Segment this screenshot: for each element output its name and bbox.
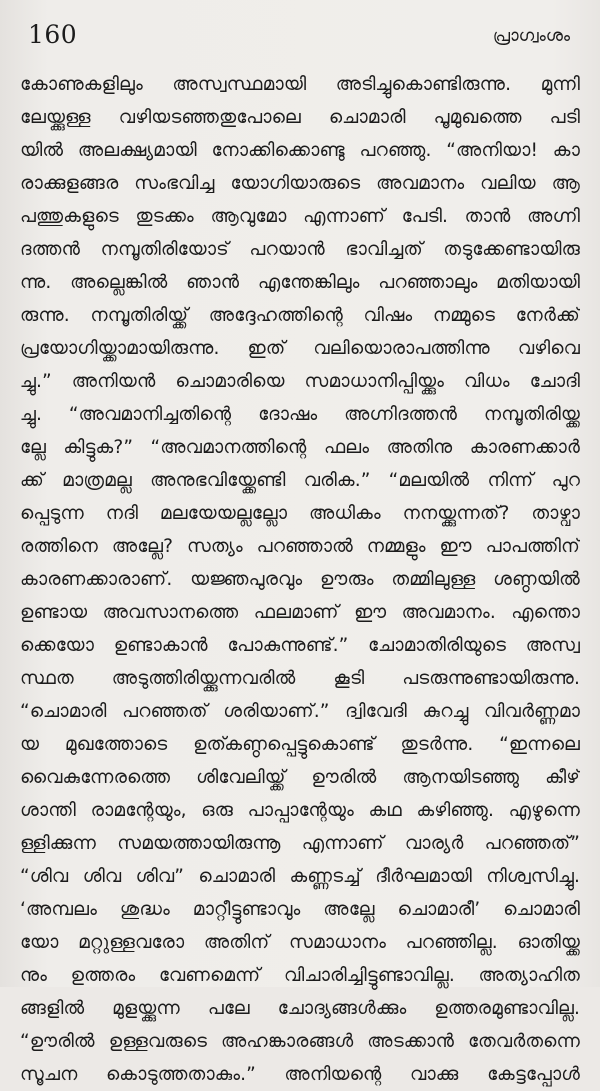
text-line: വൈകുന്നേരത്തെ ശിവേലിയ്ക്ക് ഊരിൽ ആനയിടഞ്ഞു കീഴ് [20,767,580,788]
text-line: സ്ഥത അടുത്തിരിയ്ക്കുന്നവരിൽ കൂടി പടരുന്നുണ്ടായിരുന്നു. [20,668,580,689]
running-head: പ്രാഗ്വംശം [492,26,570,46]
text-line: പത്തുകളുടെ തുടക്കം ആവുമോ എന്നാണ് പേടി. താൻ അഗ്നി [20,206,580,227]
page-number: 160 [28,20,78,49]
text-line: പ്പെടുന്ന നദി മലയേയല്ലല്ലോ അധികം നനയ്ക്കുന്നത്? താഴ്വാ [20,503,580,524]
text-line: ങ്ങളിൽ മുളയ്ക്കുന്ന പലേ ചോദ്യങ്ങൾക്കും ഉത്തരമുണ്ടാവില്ല. [20,998,580,1019]
text-line: ക്ക് മാത്രമല്ല അനുഭവിയ്ക്കേണ്ടി വരിക.” “മലയിൽ നിന്ന് പുറ [20,470,580,491]
text-line: യിൽ അലക്ഷ്യമായി നോക്കിക്കൊണ്ടു പറഞ്ഞു. “അനിയാ! കാ [20,140,580,161]
text-line: “ശിവ ശിവ ശിവ” ചൊമാരി കണ്ണടച്ച് ദീർഘമായി നിശ്വസിച്ചു. [20,866,580,887]
text-line: രാക്കുളങ്ങര സംഭവിച്ച യോഗിയാരുടെ അവമാനം വലിയ ആ [20,173,580,194]
text-line: യോ മറ്റുള്ളവരോ അതിന് സമാധാനം പറഞ്ഞില്ല. ഓതിയ്ക്ക [20,932,580,953]
text-line: ല്ലേ കിട്ടുക?” “അവമാനത്തിന്റെ ഫലം അതിനു കാരണക്കാർ [20,437,580,458]
text-line: ലേയ്ക്കുള്ള വഴിയടഞ്ഞതുപോലെ ചൊമാരി പൂമുഖത്തെ പടി [20,107,580,128]
text-line: ച്ചു.” അനിയൻ ചൊമാരിയെ സമാധാനിപ്പിയ്ക്കും വിധം ചോദി [20,371,580,392]
text-line: പ്രയോഗിയ്ക്കാമായിരുന്നു. ഇത് വലിയൊരാപത്തിന്നു വഴിവെ [20,338,580,359]
body-text [20,68,580,1091]
text-line: ദത്തൻ നമ്പൂതിരിയോട് പറയാൻ ഭാവിച്ചത് തടുക്കേണ്ടായിരു [20,239,580,260]
text-line: “ഊരിൽ ഉള്ളവരുടെ അഹങ്കാരങ്ങൾ അടക്കാൻ തേവർതന്നെ [20,1031,580,1052]
text-line: രുന്നു. നമ്പൂതിരിയ്ക്ക് അദ്ദേഹത്തിന്റെ വിഷം നമ്മുടെ നേർക്ക് [20,305,580,326]
text-line: ള്ളിക്കുന്ന സമയത്തായിരുന്നൂ എന്നാണ് വാര്യർ പറഞ്ഞത്” [20,833,580,854]
text-line: ‘അമ്പലം ശുദ്ധം മാറ്റീട്ടുണ്ടാവും അല്ലേ ചൊമാരീ’ ചൊമാരി [20,899,580,920]
text-line: കാരണക്കാരാണ്. യജ്ഞപുരവും ഊരും തമ്മിലുള്ള ശണ്ഠയിൽ [20,569,580,590]
text-line: “ചൊമാരി പറഞ്ഞത് ശരിയാണ്.” ദ്വിവേദി കുറച്ചു വിവർണ്ണമാ [20,701,580,722]
text-line: നും ഉത്തരം വേണമെന്ന് വിചാരിച്ചിട്ടുണ്ടാവില്ല. അത്യാഹിത [20,965,580,986]
text-line: സൂചന കൊടുത്തതാകും.” അനിയന്റെ വാക്കു കേട്ടപ്പോൾ [20,1064,580,1085]
text-line: കോണുകളിലും അസ്വസ്ഥമായി അടിച്ചുകൊണ്ടിരുന്നു. മുന്നി [20,74,580,95]
text-line: യ മുഖത്തോടെ ഉത്കണ്ഠപ്പെട്ടുകൊണ്ട് തുടർന്നു. “ഇന്നലെ [20,734,580,755]
text-line: ച്ചു. “അവമാനിച്ചതിന്റെ ദോഷം അഗ്നിദത്തൻ നമ്പൂതിരിയ്ക്ക [20,404,580,425]
text-line: ക്കെയോ ഉണ്ടാകാൻ പോകുന്നുണ്ട്.” ചോമാതിരിയുടെ അസ്വ [20,635,580,656]
text-line: രത്തിനെ അല്ലേ? സത്യം പറഞ്ഞാൽ നമ്മളും ഈ പാപത്തിന് [20,536,580,557]
page-header [20,18,580,68]
text-line: ഉണ്ടായ അവസാനത്തെ ഫലമാണ് ഈ അവമാനം. എന്തൊ [20,602,580,623]
text-line: ശാന്തി രാമന്റേയും, ഒരു പാപ്പാന്റേയും കഥ കഴിഞ്ഞു. എഴുന്നെ [20,800,580,821]
text-line: ന്നു. അല്ലെങ്കിൽ ഞാൻ എന്തേങ്കിലും പറഞ്ഞാലും മതിയായി [20,272,580,293]
